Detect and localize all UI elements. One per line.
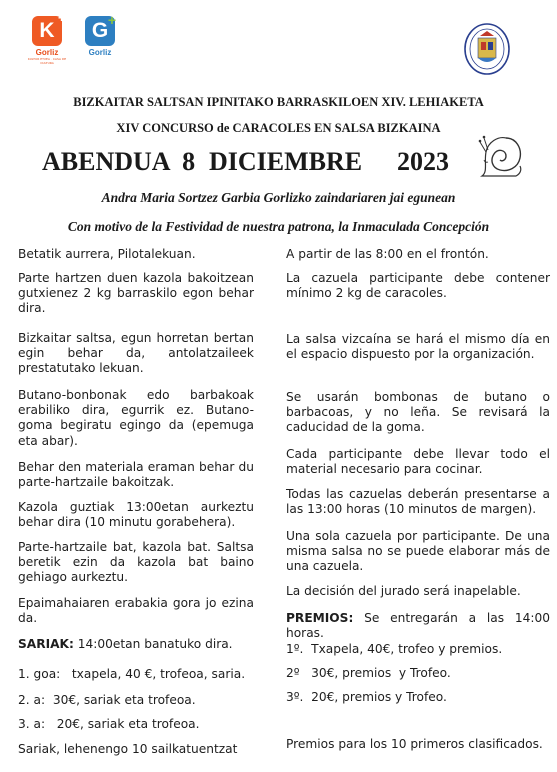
rule-snail-amount-es: La cazuela participante debe contener mínimo 2 kg de caracoles. <box>286 271 550 301</box>
prizes-label-es: PREMIOS: <box>286 611 354 625</box>
rule-start-time-es: A partir de las 8:00 en el frontón. <box>286 247 489 261</box>
prizes-footer-eu: Sariak, lehenengo 10 sailkatuentzat <box>18 742 238 756</box>
prizes-heading-es <box>286 611 550 641</box>
prizes-time-eu: 14:00etan banatuko dira. <box>73 637 233 651</box>
rule-material-es: Cada participante debe llevar todo el material necesario para cocinar. <box>286 447 550 477</box>
rule-start-time: Betatik aurrera, Pilotalekuan. <box>18 247 196 261</box>
gazte-logo-mark <box>85 12 116 46</box>
rule-butane: Butano-bonbonak edo barbakoak erabiliko dira, egurrik ez. Butano-goma begiratu egingo da (epemuga eta abar). <box>18 388 254 448</box>
kultur-logo-sub: KULTUR ETXEA · CASA DE CULTURA <box>27 57 67 65</box>
kultur-logo-name: Gorliz <box>35 48 59 57</box>
prize-third-eu: 3. a: 20€, sariak eta trofeoa. <box>18 717 200 731</box>
prize-first-eu: 1. goa: txapela, 40 €, trofeoa, saria. <box>18 667 246 681</box>
gazte-logo <box>80 12 120 57</box>
rule-butane-es: Se usarán bombonas de butano o barbacoas, y no leña. Se revisará la caducidad de la goma. <box>286 390 550 435</box>
rule-one-pot: Parte-hartzaile bat, kazola bat. Saltsa beretik ezin da kazola bat baino gehiago aurkeztu. <box>18 540 254 585</box>
date-eu: ABENDUA 8 <box>42 147 196 176</box>
rule-deadline-es: Todas las cazuelas deberán presentarse a las 13:00 horas (10 minutos de margen). <box>286 487 550 517</box>
rule-jury-es: La decisión del jurado será inapelable. <box>286 584 521 598</box>
prize-second-es: 2º 30€, premios y Trofeo. <box>286 666 451 680</box>
prize-third-es: 3º. 20€, premios y Trofeo. <box>286 690 447 704</box>
kultur-logo-mark <box>32 11 65 46</box>
rule-material: Behar den materiala eraman behar du parte-hartzaile bakoitzak. <box>18 460 254 490</box>
kultur-etxea-logo <box>27 11 67 65</box>
prizes-heading-eu <box>18 637 254 652</box>
subtitle-es: Con motivo de la Festividad de nuestra patrona, la Inmaculada Concepción <box>67 219 490 234</box>
prizes-footer-es: Premios para los 10 primeros clasificados. <box>286 737 543 751</box>
date-es: DICIEMBRE <box>209 147 363 176</box>
snail-icon <box>476 130 524 182</box>
header-title-eu: BIZKAITAR SALTSAN IPINITAKO BARRASKILOEN XIV. LEHIAKETA <box>73 95 484 109</box>
prize-second-eu: 2. a: 30€, sariak eta trofeoa. <box>18 693 196 707</box>
prizes-label-eu: SARIAK: <box>18 637 74 651</box>
rule-snail-amount: Parte hartzen duen kazola bakoitzean gutxienez 2 kg barraskilo egon behar dira. <box>18 271 254 316</box>
prize-first-es: 1º. Txapela, 40€, trofeo y premios. <box>286 642 503 656</box>
prizes-time-es: Se entregarán a las 14:00 horas. <box>286 611 550 641</box>
date-year: 2023 <box>397 147 449 176</box>
gazte-logo-name: Gorliz <box>88 48 112 57</box>
rule-one-pot-es: Una sola cazuela por participante. De una misma salsa no se puede elaborar más de una cazuela. <box>286 529 550 574</box>
rule-sauce: Bizkaitar saltsa, egun horretan bertan egin behar da, antolatzaileek prestatutako lekuan. <box>18 331 254 376</box>
plus-icon: + <box>57 11 65 25</box>
subtitle-eu: Andra Maria Sortzez Garbia Gorlizko zaindariaren jai egunean <box>101 190 456 205</box>
rule-sauce-es: La salsa vizcaína se hará el mismo día en el espacio dispuesto por la organización. <box>286 332 550 362</box>
rule-jury: Epaimahaiaren erabakia gora jo ezina da. <box>18 596 254 626</box>
gazte-logo-letter: G <box>91 19 109 42</box>
town-seal-icon <box>463 22 511 76</box>
rule-deadline: Kazola guztiak 13:00etan aurkeztu behar dira (10 minutu gorabehera). <box>18 500 254 530</box>
header-title-es: XIV CONCURSO de CARACOLES EN SALSA BIZKAINA <box>116 121 441 135</box>
kultur-logo-letter: K <box>39 19 55 42</box>
plus-icon: + <box>107 12 116 28</box>
